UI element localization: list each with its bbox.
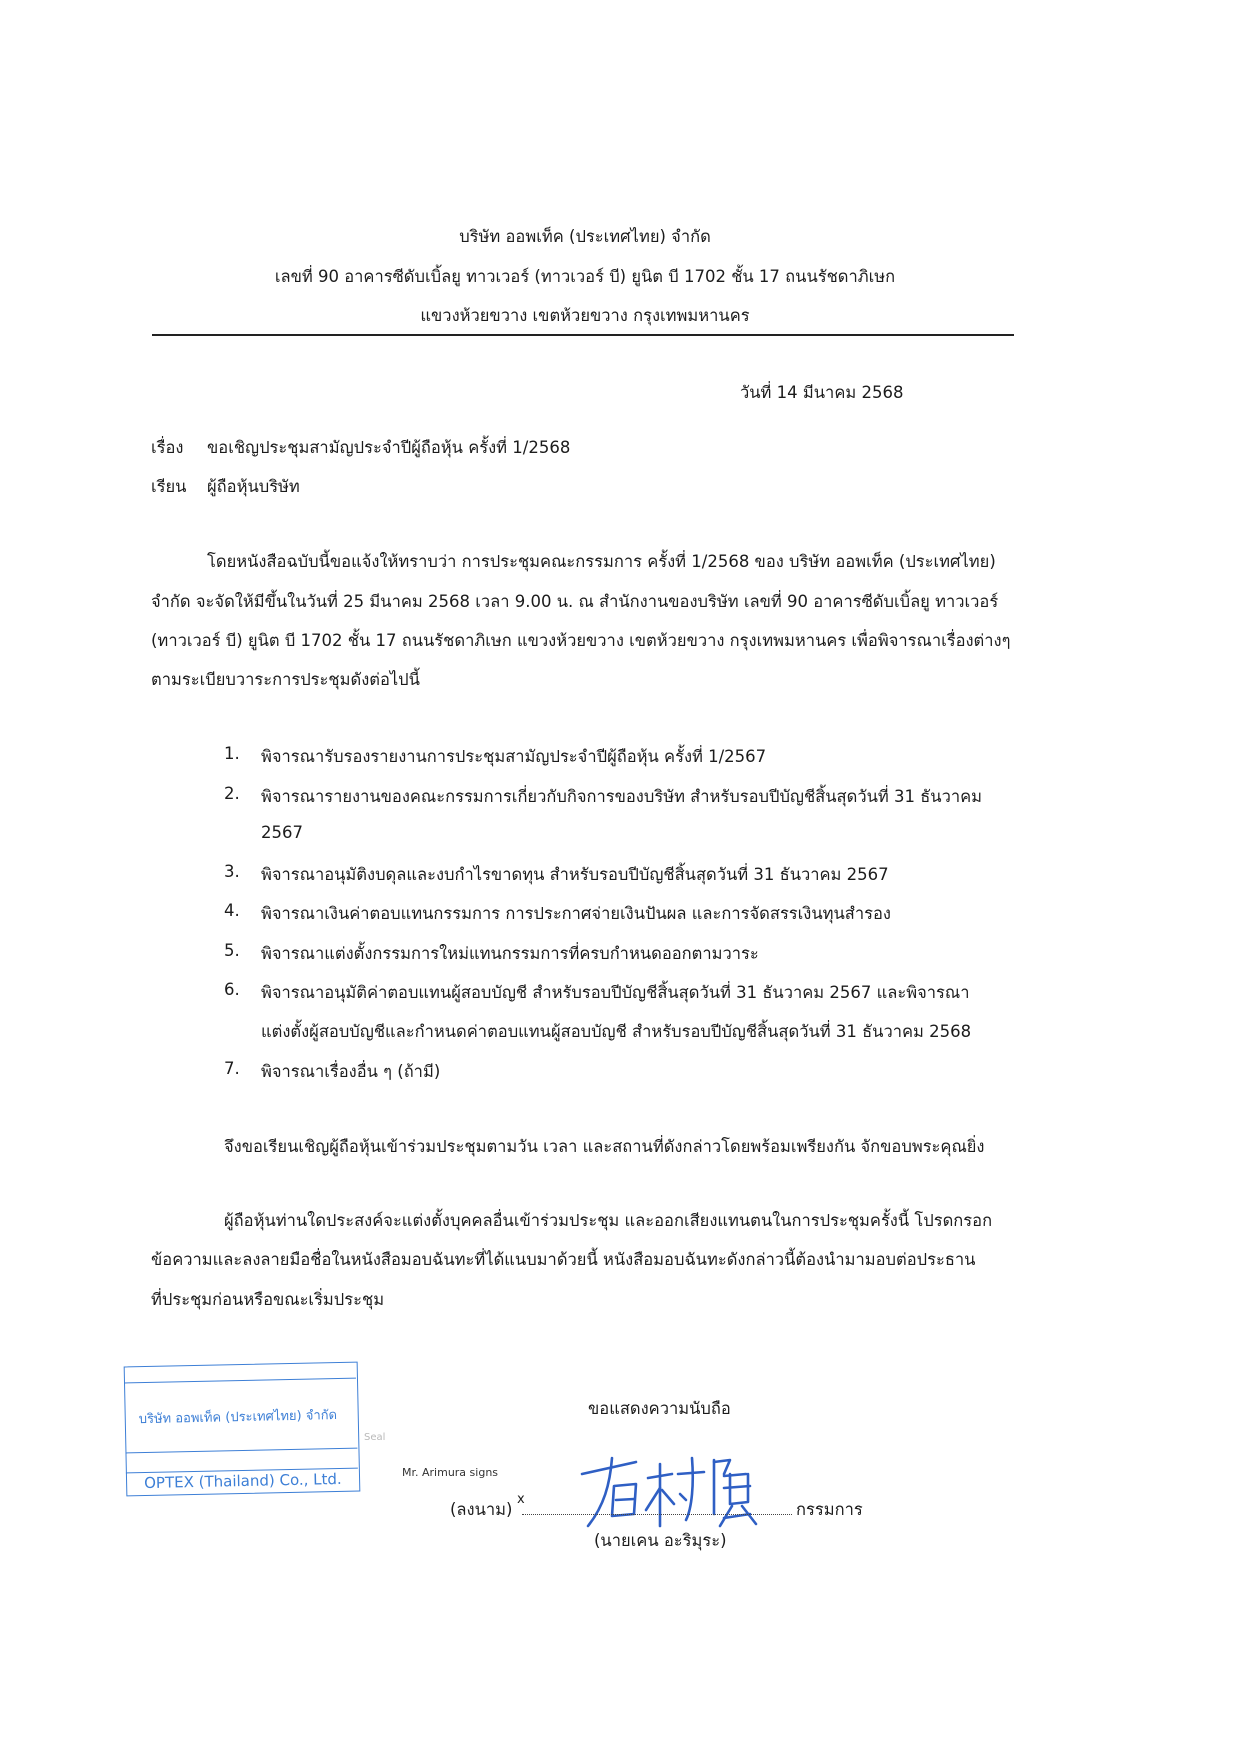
signer-name: (นายเคน อะริมุระ) — [594, 1531, 727, 1550]
signature-label: (ลงนาม) — [450, 1500, 513, 1519]
intro-line: โดยหนังสือฉบับนี้ขอแจ้งให้ทราบว่า การประชุมคณะกรรมการ ครั้งที่ 1/2568 ของ บริษัท ออพเท็ค (ประเทศไทย) — [207, 552, 996, 571]
agenda-number: 1. — [224, 744, 240, 763]
signer-title: กรรมการ — [796, 1500, 863, 1519]
agenda-item: พิจารณาอนุมัติงบดุลและงบกำไรขาดทุน สำหรับรอบปีบัญชีสิ้นสุดวันที่ 31 ธันวาคม 2567 — [261, 865, 889, 884]
agenda-number: 5. — [224, 941, 240, 960]
agenda-item: พิจารณาเรื่องอื่น ๆ (ถ้ามี) — [261, 1062, 441, 1081]
recipient-text: ผู้ถือหุ้นบริษัท — [207, 477, 300, 496]
proxy-line: ผู้ถือหุ้นท่านใดประสงค์จะแต่งตั้งบุคคลอื่นเข้าร่วมประชุม และออกเสียงแทนตนในการประชุมครั้งนี้ โปรดกรอก — [224, 1211, 993, 1230]
stamp-english-name: OPTEX (Thailand) Co., Ltd. — [143, 1469, 342, 1493]
intro-line: ตามระเบียบวาระการประชุมดังต่อไปนี้ — [151, 670, 420, 689]
recipient-label: เรียน — [151, 477, 187, 496]
agenda-item-continued: 2567 — [261, 823, 303, 842]
invitation-text: จึงขอเรียนเชิญผู้ถือหุ้นเข้าร่วมประชุมตามวัน เวลา และสถานที่ดังกล่าวโดยพร้อมเพรียงกัน จักขอบพระคุณยิ่ง — [224, 1137, 985, 1156]
signature-mark: x — [517, 1492, 525, 1507]
subject-text: ขอเชิญประชุมสามัญประจำปีผู้ถือหุ้น ครั้งที่ 1/2568 — [207, 438, 571, 457]
proxy-line: ข้อความและลงลายมือชื่อในหนังสือมอบฉันทะที่ได้แนบมาด้วยนี้ หนังสือมอบฉันทะดังกล่าวนี้ต้องนำมามอบต่อประธาน — [151, 1250, 976, 1269]
letter-date: วันที่ 14 มีนาคม 2568 — [740, 383, 904, 402]
company-address-line2: แขวงห้วยขวาง เขตห้วยขวาง กรุงเทพมหานคร — [420, 306, 750, 325]
agenda-number: 6. — [224, 980, 240, 999]
agenda-item: พิจารณารายงานของคณะกรรมการเกี่ยวกับกิจการของบริษัท สำหรับรอบปีบัญชีสิ้นสุดวันที่ 31 ธันวาคม — [261, 787, 983, 806]
intro-line: (ทาวเวอร์ บี) ยูนิต บี 1702 ชั้น 17 ถนนรัชดาภิเษก แขวงห้วยขวาง เขตห้วยขวาง กรุงเทพมหานคร เพื่อพิจารณาเรื่องต่างๆ — [151, 631, 1011, 650]
agenda-number: 7. — [224, 1059, 240, 1078]
company-name: บริษัท ออพเท็ค (ประเทศไทย) จำกัด — [459, 227, 711, 246]
agenda-number: 4. — [224, 901, 240, 920]
handwritten-signature — [574, 1444, 764, 1534]
seal-note: Seal — [364, 1432, 386, 1443]
signature-line — [522, 1514, 792, 1515]
agenda-item: พิจารณารับรองรายงานการประชุมสามัญประจำปีผู้ถือหุ้น ครั้งที่ 1/2567 — [261, 747, 767, 766]
closing-text: ขอแสดงความนับถือ — [588, 1399, 731, 1418]
intro-line: จำกัด จะจัดให้มีขึ้นในวันที่ 25 มีนาคม 2568 เวลา 9.00 น. ณ สำนักงานของบริษัท เลขที่ 90 อาคารซีดับเบิ้ลยู ทาวเวอร์ — [151, 592, 999, 611]
header-divider — [152, 334, 1014, 336]
agenda-number: 2. — [224, 784, 240, 803]
signing-note: Mr. Arimura signs — [402, 1466, 499, 1479]
agenda-item-continued: แต่งตั้งผู้สอบบัญชีและกำหนดค่าตอบแทนผู้สอบบัญชี สำหรับรอบปีบัญชีสิ้นสุดวันที่ 31 ธันวาคม 2568 — [261, 1022, 972, 1041]
company-stamp — [124, 1362, 361, 1497]
agenda-item: พิจารณาอนุมัติค่าตอบแทนผู้สอบบัญชี สำหรับรอบปีบัญชีสิ้นสุดวันที่ 31 ธันวาคม 2567 และพิจารณา — [261, 983, 970, 1002]
agenda-item: พิจารณาเงินค่าตอบแทนกรรมการ การประกาศจ่ายเงินปันผล และการจัดสรรเงินทุนสำรอง — [261, 904, 891, 923]
agenda-item: พิจารณาแต่งตั้งกรรมการใหม่แทนกรรมการที่ครบกำหนดออกตามวาระ — [261, 944, 759, 963]
subject-label: เรื่อง — [151, 438, 184, 457]
proxy-line: ที่ประชุมก่อนหรือขณะเริ่มประชุม — [151, 1290, 385, 1309]
stamp-thai-name: บริษัท ออพเท็ค (ประเทศไทย) จำกัด — [138, 1408, 338, 1428]
company-address-line1: เลขที่ 90 อาคารซีดับเบิ้ลยู ทาวเวอร์ (ทาวเวอร์ บี) ยูนิต บี 1702 ชั้น 17 ถนนรัชดาภิเษก — [274, 267, 896, 286]
agenda-number: 3. — [224, 862, 240, 881]
